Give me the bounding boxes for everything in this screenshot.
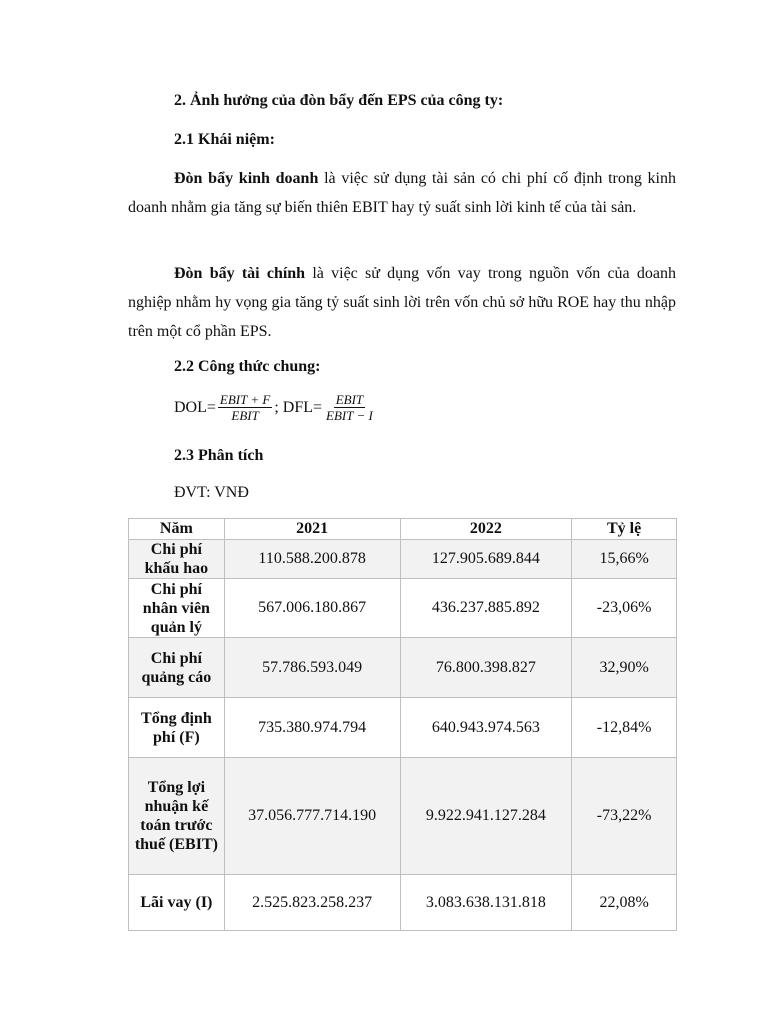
section-2-1-heading: 2.1 Khái niệm: [174, 131, 275, 148]
value-2021: 110.588.200.878 [224, 540, 400, 579]
section-2-heading: 2. Ảnh hưởng của đòn bẩy đến EPS của công ty: [174, 92, 504, 109]
dol-fraction [218, 392, 272, 423]
ratio-value: -23,06% [572, 579, 677, 638]
header-year: Năm [129, 519, 225, 540]
unit-label: ĐVT: VNĐ [174, 484, 249, 501]
ratio-value: 15,66% [572, 540, 677, 579]
operating-leverage-term: Đòn bẩy kinh doanh [174, 170, 319, 187]
value-2021: 37.056.777.714.190 [224, 758, 400, 875]
value-2021: 2.525.823.258.237 [224, 875, 400, 931]
value-2022: 76.800.398.827 [400, 638, 572, 698]
value-2021: 735.380.974.794 [224, 698, 400, 758]
ratio-value: -12,84% [572, 698, 677, 758]
dol-denominator: EBIT [231, 408, 259, 423]
value-2021: 567.006.180.867 [224, 579, 400, 638]
row-label: Tổng định phí (F) [129, 698, 225, 758]
ratio-value: 32,90% [572, 638, 677, 698]
section-2-3-heading: 2.3 Phân tích [174, 447, 264, 464]
header-2021: 2021 [224, 519, 400, 540]
row-label: Chi phí nhân viên quản lý [129, 579, 225, 638]
table-row [129, 875, 677, 931]
header-ratio: Tỷ lệ [572, 519, 677, 540]
formula-separator: ; [274, 398, 283, 416]
table-row [129, 579, 677, 638]
dfl-numerator: EBIT [335, 392, 364, 407]
table-row [129, 540, 677, 579]
dfl-denominator: EBIT − I [326, 408, 373, 423]
value-2022: 127.905.689.844 [400, 540, 572, 579]
value-2022: 640.943.974.563 [400, 698, 572, 758]
financial-leverage-term: Đòn bẩy tài chính [174, 265, 306, 282]
table-row [129, 638, 677, 698]
row-label: Chi phí quảng cáo [129, 638, 225, 698]
value-2021: 57.786.593.049 [224, 638, 400, 698]
row-label: Chi phí khấu hao [129, 540, 225, 579]
dol-label: DOL= [174, 398, 216, 416]
table-row [129, 758, 677, 875]
ratio-value: 22,08% [572, 875, 677, 931]
operating-leverage-paragraph [128, 164, 676, 222]
header-2022: 2022 [400, 519, 572, 540]
financial-leverage-paragraph [128, 259, 676, 346]
dfl-label: DFL= [282, 398, 323, 416]
dol-numerator: EBIT + F [219, 392, 271, 407]
dfl-fraction [324, 392, 375, 423]
cost-table [128, 518, 677, 931]
operating-leverage-text: là việc sử dụng tài sản có chi phí cố định trong kinh doanh nhằm gia tăng sự biến thiên EBIT hay tỷ suất sinh lời kinh tế của tài sản. [128, 170, 677, 216]
ratio-value: -73,22% [572, 758, 677, 875]
table-header-row [129, 519, 677, 540]
table-row [129, 698, 677, 758]
row-label: Lãi vay (I) [129, 875, 225, 931]
row-label: Tổng lợi nhuận kế toán trước thuế (EBIT) [129, 758, 225, 875]
leverage-formula [174, 392, 377, 423]
value-2022: 3.083.638.131.818 [400, 875, 572, 931]
section-2-2-heading: 2.2 Công thức chung: [174, 358, 321, 375]
value-2022: 9.922.941.127.284 [400, 758, 572, 875]
value-2022: 436.237.885.892 [400, 579, 572, 638]
financial-leverage-text: là việc sử dụng vốn vay trong nguồn vốn của doanh nghiệp nhằm hy vọng gia tăng tỷ suất sinh lời trên vốn chủ sở hữu ROE hay thu nhập trên một cổ phần EPS. [128, 265, 676, 340]
